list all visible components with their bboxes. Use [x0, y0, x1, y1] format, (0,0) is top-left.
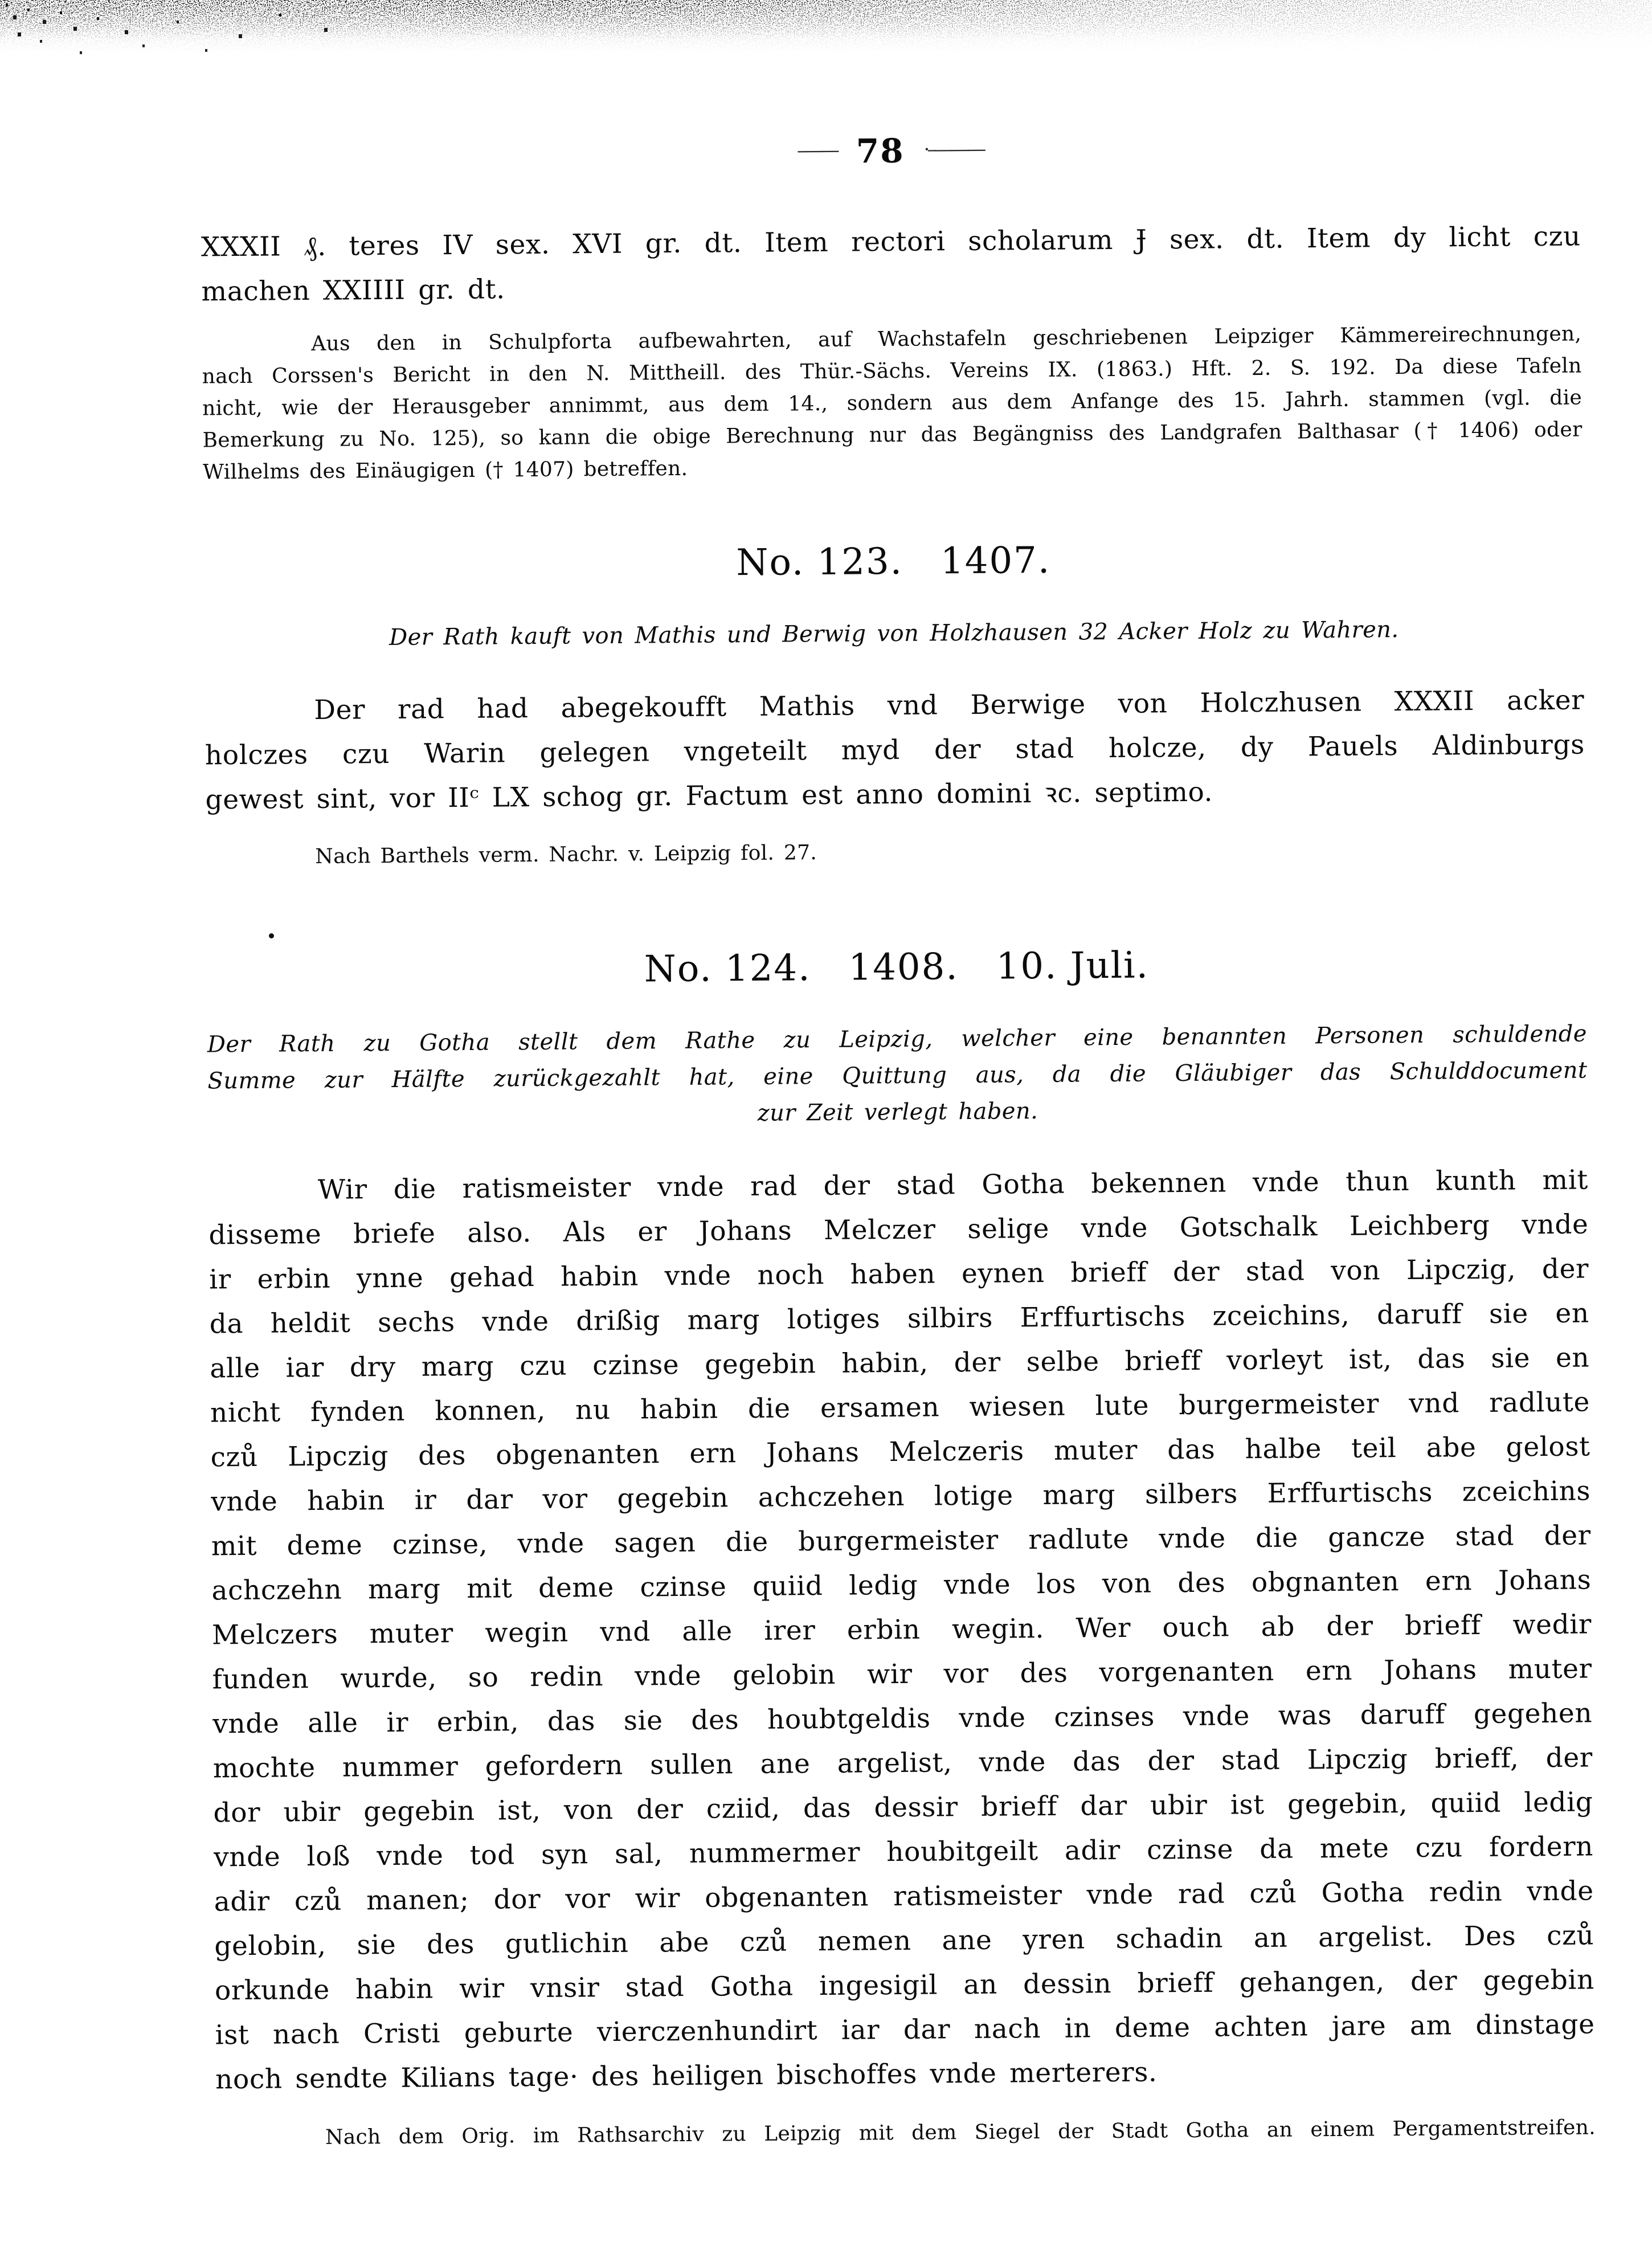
text-line: Wir die ratismeister vnde rad der stad Gotha bekennen vnde thun kunth mit: [317, 1164, 1589, 1206]
text-line: nicht fynden konnen, nu habin die ersamen wiesen lute burgermeister vnd radlute: [210, 1386, 1590, 1429]
entry-123-heading: No. 123. 1407.: [736, 539, 1051, 585]
entry-124-body: [208, 1158, 1596, 2102]
entry-124-source-note: [216, 2112, 1596, 2154]
entry-124-summary: [207, 1015, 1588, 1136]
text-line: nach Corssen's Bericht in den N. Mittheill. des Thür.-Sächs. Vereins IX. (1863.) Hft. 2. S. 192. Da diese Tafeln: [202, 354, 1582, 389]
page-content: [199, 0, 1596, 2154]
page-number: 78: [856, 131, 905, 171]
text-line: da heldit sechs vnde drißig marg lotiges silbirs Erffurtischs zceichins, daruff sie en: [209, 1297, 1589, 1340]
text-line: XXXII ₰. teres IV sex. XVI gr. dt. Item rectori scholarum Ɉ sex. dt. Item dy licht czu: [201, 221, 1581, 263]
text-line: Bemerkung zu No. 125), so kann die obige Berechnung nur das Begängniss des Landgrafen Balthasar († 1406) oder: [202, 418, 1583, 452]
header-rule-right: ·–———: [923, 137, 984, 161]
text-line: holczes czu Warin gelegen vngeteilt myd der stad holcze, dy Pauels Aldinburgs: [205, 729, 1585, 771]
text-line: ir erbin ynne gehad habin vnde noch haben eynen brieff der stad von Lipczig, der: [208, 1253, 1589, 1296]
text-line: zur Zeit verlegt haben.: [757, 1098, 1038, 1126]
editorial-note: [202, 319, 1583, 489]
page-header: [200, 125, 1580, 178]
text-line: Nach dem Orig. im Rathsarchiv zu Leipzig mit dem Siegel der Stadt Gotha an einem Pergamentstreifen.: [325, 2116, 1596, 2149]
corner-ink-specks: [6, 3, 8, 6]
header-rule-left: –——: [796, 138, 837, 162]
intro-paragraph: [201, 215, 1581, 315]
text-line: Aus den in Schulpforta aufbewahrten, auf Wachstafeln geschriebenen Leipziger Kämmereirechnungen,: [311, 322, 1582, 356]
text-line: gelobin, sie des gutlichin abe czů nemen ane yren schadin an argelist. Des czů: [214, 1920, 1594, 1962]
text-line: czů Lipczig des obgenanten ern Johans Melczeris muter das halbe teil abe gelost: [210, 1431, 1590, 1473]
entry-123-source-note: [206, 831, 1585, 873]
text-line: mit deme czinse, vnde sagen die burgermeister radlute vnde die gancze stad der: [211, 1520, 1591, 1562]
text-line: Summe zur Hälfte zurückgezahlt hat, eine Quittung aus, da die Gläubiger das Schulddocument: [207, 1057, 1588, 1095]
text-line: gewest sint, vor IIᶜ LX schog gr. Factum est anno domini ꝛc. septimo.: [205, 776, 1213, 816]
text-line: alle iar dry marg czu czinse gegebin habin, der selbe brieff vorleyt ist, das sie en: [210, 1342, 1590, 1385]
text-line: Melczers muter wegin vnd alle irer erbin wegin. Wer ouch ab der brieff wedir: [211, 1608, 1592, 1651]
text-line: Der Rath kauft von Mathis und Berwig von Holzhausen 32 Acker Holz zu Wahren.: [389, 616, 1399, 651]
text-line: machen XXIIII gr. dt.: [201, 273, 505, 308]
entry-123-summary: [204, 610, 1584, 658]
text-line: achczehn marg mit deme czinse quiid ledig vnde los von des obgnanten ern Johans: [211, 1564, 1592, 1607]
text-line: orkunde habin wir vnsir stad Gotha ingesigil an dessin brieff gehangen, der gegebin: [214, 1964, 1595, 2007]
text-line: disseme briefe also. Als er Johans Melczer selige vnde Gotschalk Leichberg vnde: [208, 1208, 1589, 1251]
entry-124-heading: No. 124. 1408. 10. Juli.: [644, 944, 1150, 991]
text-line: ist nach Cristi geburte vierczenhundirt iar dar nach in deme achten jare am dinstage: [215, 2008, 1595, 2051]
text-line: funden wurde, so redin vnde gelobin wir vor des vorgenanten ern Johans muter: [212, 1653, 1592, 1696]
text-line: Der Rath zu Gotha stellt dem Rathe zu Leipzig, welcher eine benannten Personen schuldende: [207, 1020, 1588, 1058]
entry-123-body: [205, 679, 1585, 823]
text-line: adir czů manen; dor vor wir obgenanten ratismeister vnde rad czů Gotha redin vnde: [214, 1875, 1594, 1918]
text-line: mochte nummer gefordern sullen ane argelist, vnde das der stad Lipczig brieff, der: [212, 1742, 1593, 1785]
text-line: vnde alle ir erbin, das sie des houbtgeldis vnde czinses vnde was daruff gegehen: [212, 1697, 1593, 1740]
text-line: nicht, wie der Herausgeber annimmt, aus dem 14., sondern aus dem Anfange des 15. Jahrh. stammen (vgl. die: [202, 386, 1583, 420]
text-line: noch sendte Kilians tage· des heiligen bischoffes vnde merterers.: [215, 2056, 1158, 2096]
text-line: dor ubir gegebin ist, von der cziid, das dessir brieff dar ubir ist gegebin, quiid ledig: [213, 1786, 1593, 1829]
text-line: Wilhelms des Einäugigen († 1407) betreffen.: [202, 456, 688, 484]
text-line: vnde habin ir dar vor gegebin achczehen lotige marg silbers Erffurtischs zceichins: [211, 1475, 1591, 1518]
text-line: Nach Barthels verm. Nachr. v. Leipzig fol. 27.: [315, 841, 817, 869]
text-line: vnde loß vnde tod syn sal, nummermer houbitgeilt adir czinse da mete czu fordern: [213, 1831, 1594, 1873]
entry-123: [203, 534, 1585, 874]
entry-124: [207, 939, 1596, 2154]
text-line: Der rad had abegekoufft Mathis vnd Berwige von Holczhusen XXXII acker: [314, 684, 1585, 726]
